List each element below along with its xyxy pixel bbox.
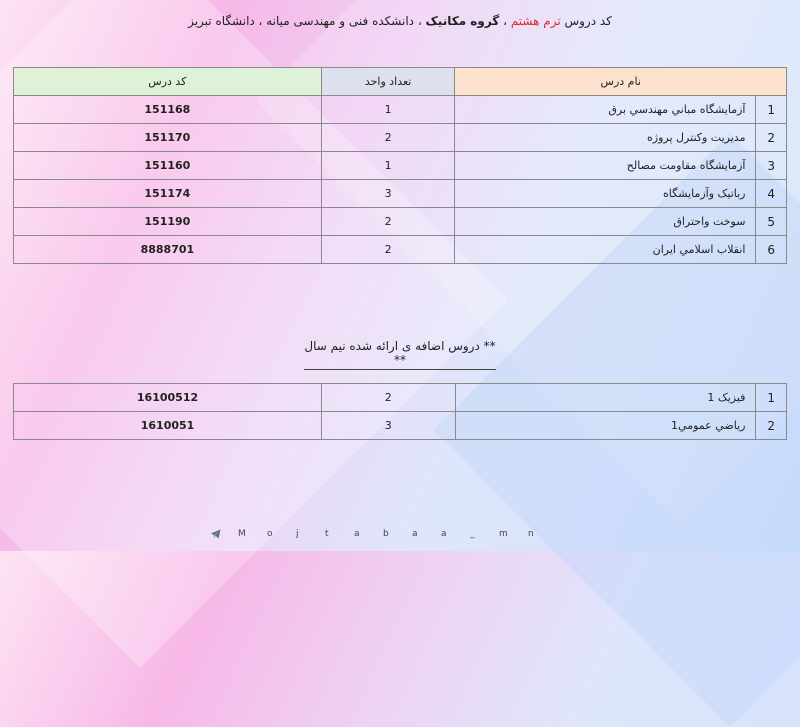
footer-handle: [238, 529, 557, 539]
table-row: [14, 236, 787, 264]
row-number: 1: [756, 96, 787, 124]
title-prefix: کد دروس: [560, 14, 612, 28]
table-row: [14, 384, 787, 412]
course-name: آزمایشگاه مباني مهندسي برق: [455, 96, 756, 124]
table-row: [14, 180, 787, 208]
course-name: سوخت واحتراق: [455, 208, 756, 236]
title-separator: ،: [499, 14, 511, 28]
group-label: گروه مکانیک: [425, 14, 500, 28]
courses-table: [13, 67, 787, 264]
course-name: رياضي عمومي1: [455, 412, 756, 440]
footer-letter: a: [441, 529, 447, 539]
extra-courses-note: ** دروس اضافه ی ارائه شده نیم سال **: [304, 339, 496, 370]
course-name: رباتیک وآزمایشگاه: [455, 180, 756, 208]
course-units: 2: [321, 208, 455, 236]
footer-signature: [210, 527, 557, 541]
title-suffix: ، دانشکده فنی و مهندسی میانه ، دانشگاه تبریز: [188, 14, 426, 28]
course-units: 3: [322, 412, 455, 440]
term-label: ترم هشتم: [510, 14, 561, 28]
course-code: 151174: [14, 180, 322, 208]
table-row: [14, 96, 787, 124]
header-course-code: کد درس: [14, 68, 322, 96]
course-units: 1: [321, 152, 455, 180]
course-code: 16100512: [14, 384, 322, 412]
table-row: [14, 124, 787, 152]
row-number: 2: [756, 412, 787, 440]
footer-letter: n: [528, 529, 534, 539]
footer-letter: j: [296, 529, 299, 539]
row-number: 6: [756, 236, 787, 264]
course-units: 2: [321, 236, 455, 264]
footer-letter: _: [470, 529, 475, 539]
course-name: مديريت وكنترل پروژه: [455, 124, 756, 152]
table-header-row: [14, 68, 787, 96]
course-code: 151190: [14, 208, 322, 236]
course-code: 151160: [14, 152, 322, 180]
course-units: 1: [321, 96, 455, 124]
table-row: [14, 412, 787, 440]
page-title: [0, 14, 800, 28]
course-units: 2: [322, 384, 455, 412]
course-name: آزمایشگاه مقاومت مصالح: [455, 152, 756, 180]
course-name: فیزیک 1: [455, 384, 756, 412]
course-code: 151170: [14, 124, 322, 152]
row-number: 1: [756, 384, 787, 412]
course-units: 2: [321, 124, 455, 152]
footer-letter: b: [383, 529, 389, 539]
course-code: 8888701: [14, 236, 322, 264]
row-number: 3: [756, 152, 787, 180]
footer-letter: t: [325, 529, 329, 539]
table-row: [14, 208, 787, 236]
row-number: 5: [756, 208, 787, 236]
footer-letter: M: [238, 529, 246, 539]
row-number: 4: [756, 180, 787, 208]
course-code: 1610051: [14, 412, 322, 440]
course-code: 151168: [14, 96, 322, 124]
extra-courses-table: [13, 383, 787, 440]
course-units: 3: [321, 180, 455, 208]
course-name: انقلاب اسلامي ايران: [455, 236, 756, 264]
header-units: تعداد واحد: [321, 68, 455, 96]
footer-letter: m: [499, 529, 508, 539]
footer-letter: a: [354, 529, 360, 539]
footer-letter: a: [412, 529, 418, 539]
header-course-name: نام درس: [455, 68, 787, 96]
footer-letter: o: [267, 529, 273, 539]
table-row: [14, 152, 787, 180]
row-number: 2: [756, 124, 787, 152]
telegram-icon: [210, 528, 222, 540]
